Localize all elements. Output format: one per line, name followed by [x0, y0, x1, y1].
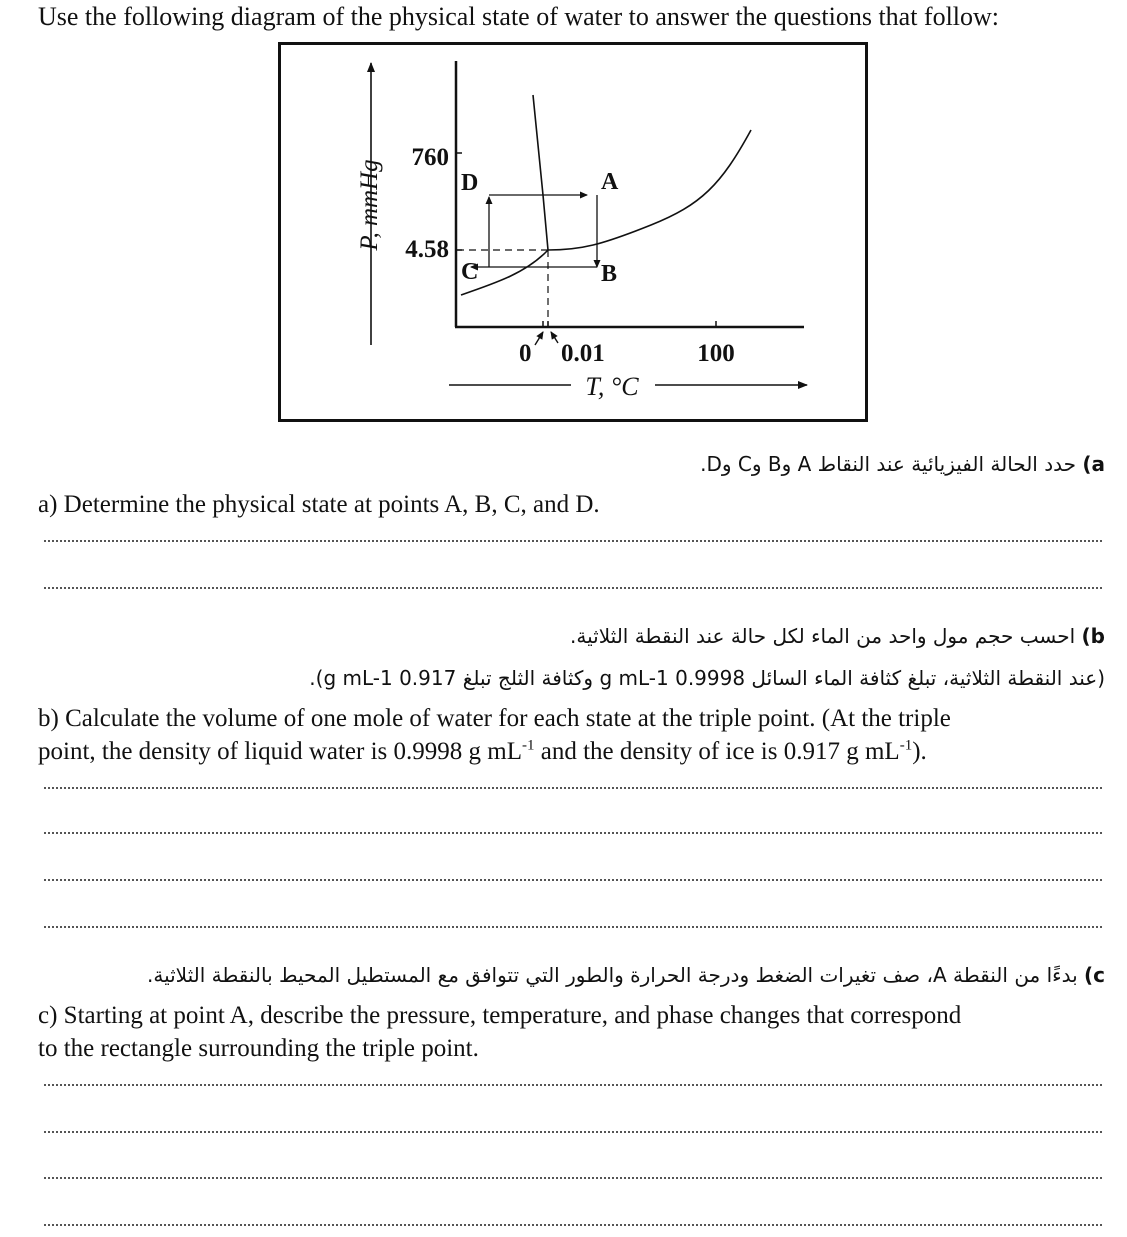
intro-text: Use the following diagram of the physical state of water to answer the questions that follow: — [38, 2, 1000, 31]
unit-exponent-2: -1 — [899, 737, 913, 754]
y-axis-label: P, mmHg — [356, 159, 383, 251]
question-a-arabic-prefix: a) — [1082, 452, 1105, 476]
y-tick-label-760: 760 — [411, 144, 449, 171]
phase-diagram-svg — [281, 45, 865, 419]
point-label-B: B — [601, 261, 618, 287]
question-c-english-line-2: to the rectangle surrounding the triple point. — [38, 1035, 479, 1062]
question-b-text-2a: point, the density of liquid water is 0.9998 g mL — [38, 738, 522, 765]
answer-line-b-4[interactable] — [44, 926, 1102, 928]
question-c-arabic-prefix: c) — [1084, 963, 1105, 987]
y-tick-label-458: 4.58 — [405, 236, 449, 263]
question-c-arabic-text: بدءًا من النقطة A، صف تغيرات الضغط ودرجة الحرارة والطور التي تتوافق مع المستطيل المحيط بالنقطة الثلاثية. — [146, 963, 1078, 987]
question-b-arabic-note: (عند النقطة الثلاثية، تبلغ كثافة الماء السائل 0.9998 g mL-1 وكثافة الثلج تبلغ 0.917 g mL-1). — [309, 666, 1105, 690]
point-label-A: A — [601, 169, 619, 195]
unit-exponent-1: -1 — [521, 737, 535, 754]
answer-line-c-3[interactable] — [44, 1177, 1102, 1179]
question-b-arabic-text: احسب حجم مول واحد من الماء لكل حالة عند النقطة الثلاثية. — [570, 624, 1076, 648]
x-tick-label-100: 100 — [697, 340, 735, 367]
fusion-curve — [533, 95, 548, 250]
vaporization-curve — [548, 130, 751, 250]
answer-line-c-4[interactable] — [44, 1224, 1102, 1226]
question-a-english: a) Determine the physical state at points A, B, C, and D. — [38, 491, 600, 518]
question-c-english-line-1: c) Starting at point A, describe the pressure, temperature, and phase changes that correspond — [38, 1002, 962, 1029]
question-b-text-2c: ). — [912, 738, 927, 765]
answer-line-c-2[interactable] — [44, 1131, 1102, 1133]
answer-line-b-2[interactable] — [44, 832, 1102, 834]
question-b-english-line-2 — [38, 735, 1106, 768]
x-tick-label-001: 0.01 — [561, 340, 605, 367]
x-tick-pointer-001 — [551, 332, 558, 343]
x-axis-label: T, °C — [585, 372, 639, 401]
x-tick-label-0: 0 — [519, 340, 532, 367]
answer-line-c-1[interactable] — [44, 1084, 1102, 1086]
answer-line-a-1[interactable] — [44, 540, 1102, 542]
answer-line-b-1[interactable] — [44, 787, 1102, 789]
point-label-C: C — [461, 259, 479, 285]
question-a-arabic — [700, 452, 1105, 476]
question-b-text-2b: and the density of ice is 0.917 g mL — [534, 738, 900, 765]
x-tick-pointer-0 — [535, 332, 543, 345]
answer-line-a-2[interactable] — [44, 587, 1102, 589]
question-b-english-line-1: b) Calculate the volume of one mole of water for each state at the triple point. (At the triple — [38, 705, 951, 732]
answer-line-b-3[interactable] — [44, 879, 1102, 881]
question-b-arabic — [570, 624, 1105, 648]
question-b-arabic-prefix: b) — [1081, 624, 1105, 648]
question-c-arabic — [147, 963, 1105, 987]
point-label-D: D — [461, 170, 479, 196]
question-a-arabic-text: حدد الحالة الفيزيائية عند النقاط A وB وC وD. — [700, 452, 1076, 476]
phase-diagram — [278, 42, 868, 422]
